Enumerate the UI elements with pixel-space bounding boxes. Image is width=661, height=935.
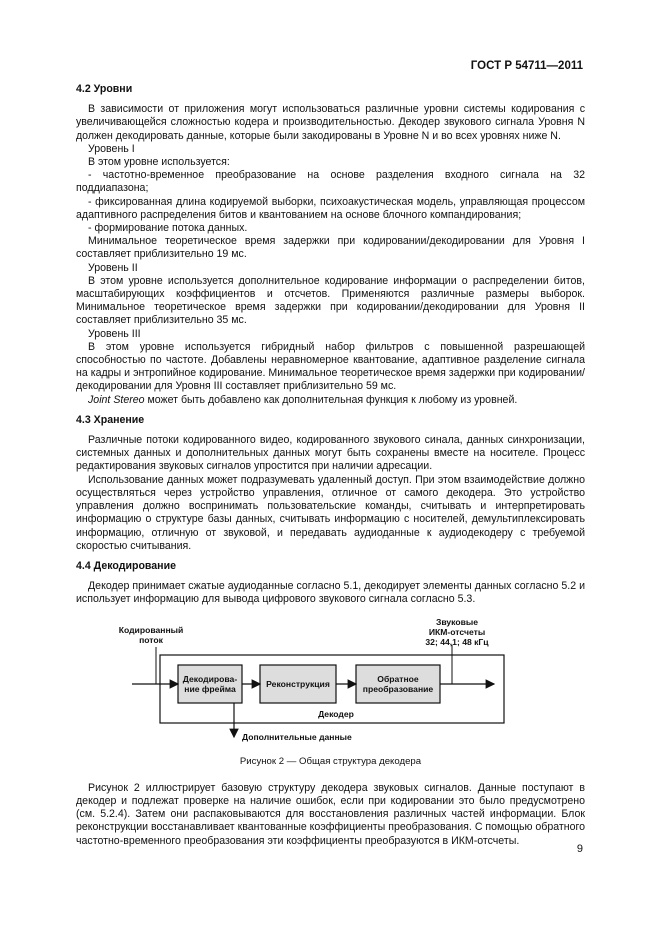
output-label-line2: ИКМ-отсчеты xyxy=(428,626,486,637)
ancillary-label xyxy=(242,732,382,742)
paragraph: Минимальное теоретическое время задержки при кодировании/декодировании для Уровня I составляет приблизительно 19 мс. xyxy=(76,235,585,261)
heading-4-2: 4.2 Уровни xyxy=(76,83,133,95)
paragraph xyxy=(76,394,585,407)
block1-line1: Декодирова- xyxy=(182,673,238,684)
paragraph: В этом уровне используется гибридный набор фильтров с повышенной разрешающей способностью по частоте. Добавлены неравномерное квантование, адаптивное разделение сигнала на кадры и энтропийное кодирование. Минимальное теоретическое время задержки при кодировании/декодировании для Уровня III составляет приблизительно 59 мс. xyxy=(76,340,585,393)
figure-caption: Рисунок 2 — Общая структура декодера xyxy=(239,755,422,767)
paragraph: Декодер принимает сжатые аудиоданные согласно 5.1, декодирует элементы данных согласно 5.2 и использует информацию для вывода цифрового звукового сигнала согласно 5.3. xyxy=(76,580,585,606)
paragraph: Рисунок 2 иллюстрирует базовую структуру декодера звуковых сигналов. Данные поступают в декодер и подлежат проверке на наличие ошибок, если при кодировании это было предусмотрено (см. 5.2.4). Затем они распаковываются для восстановления различных частей информации. Блок реконструкции восстанавливает квантованные коэффициенты преобразования. С помощью обратного частотно-временного преобразования эти коэффициенты преобразуются в ИКМ-отсчеты. xyxy=(76,781,585,847)
input-label xyxy=(106,625,196,645)
output-label-line1: Звуковые xyxy=(435,616,479,627)
paragraph: В зависимости от приложения могут использоваться различные уровни системы кодирования с увеличивающейся сложностью кодера и производительностью. Декодер звукового сигнала Уровня N должен декодировать данные, которые были закодированы в Уровне N и во всех уровнях ниже N. xyxy=(76,103,585,142)
decoder-text: Декодер xyxy=(318,708,354,719)
list-item: - частотно-временное преобразование на основе разделения входного сигнала на 32 поддиапазона; xyxy=(76,169,585,195)
standard-number: ГОСТ Р 54711—2011 xyxy=(470,60,583,72)
heading-4-3: 4.3 Хранение xyxy=(76,413,145,426)
output-label-line3: 32; 44,1; 48 кГц xyxy=(425,636,489,647)
paragraph: В этом уровне используется: xyxy=(88,156,230,169)
joint-stereo-text: может быть добавлено как дополнительная функция к любому из уровней. xyxy=(144,393,518,406)
level-1-label: Уровень I xyxy=(88,142,135,155)
joint-stereo-term: Joint Stereo xyxy=(88,393,145,406)
list-item: - формирование потока данных. xyxy=(88,222,248,235)
block-frame-decoding-label xyxy=(178,674,242,694)
output-label xyxy=(402,617,512,647)
block1-line2: ние фрейма xyxy=(184,683,236,694)
page-content xyxy=(76,83,585,848)
block-reconstruction-label xyxy=(260,679,336,689)
decoder-label xyxy=(276,709,396,719)
ancillary-text: Дополнительные данные xyxy=(242,731,352,742)
list-item: - фиксированная длина кодируемой выборки, психоакустическая модель, управляющая процессом адаптивного распределения битов и квантованием на основе блочного компандирования; xyxy=(76,195,585,221)
heading-4-4: 4.4 Декодирование xyxy=(76,559,176,572)
paragraph: Различные потоки кодированного видео, кодированного звукового синала, данных синхронизации, системных данных и дополнительных данных могут быть сохранены вместе на носителе. Процесс редактирования звуковых сигналов упростится при наличии адресации. xyxy=(76,434,585,473)
page-number: 9 xyxy=(576,843,583,855)
input-label-line2: поток xyxy=(139,634,163,645)
level-3-label: Уровень III xyxy=(88,327,141,340)
level-2-label: Уровень II xyxy=(88,261,138,274)
block2-text: Реконструкция xyxy=(266,678,330,689)
paragraph: Использование данных может подразумевать удаленный доступ. При этом взаимодействие должно осуществляться через устройство управления, отличное от самого декодера. Это устройство управления должно воспринимать пользовательские команды, считывать и интерпретировать информацию о структуре базы данных, считывать информацию с носителей, демультиплексировать информацию, отличную от звуковой, и передавать аудиоданные к аудиодекодеру с требуемой скоростью считывания. xyxy=(76,473,585,552)
decoder-diagram xyxy=(76,617,585,747)
block3-line1: Обратное xyxy=(377,673,419,684)
input-label-line1: Кодированный xyxy=(118,624,184,635)
block3-line2: преобразование xyxy=(362,683,434,694)
block-inverse-transform-label xyxy=(356,674,440,694)
paragraph: В этом уровне используется дополнительное кодирование информации о распределении битов, масштабирующих коэффициентов и отсчетов. Применяются различные размеры выборок. Минимальное теоретическое время задержки при кодировании/декодировании для Уровня II составляет приблизительно 35 мс. xyxy=(76,274,585,327)
